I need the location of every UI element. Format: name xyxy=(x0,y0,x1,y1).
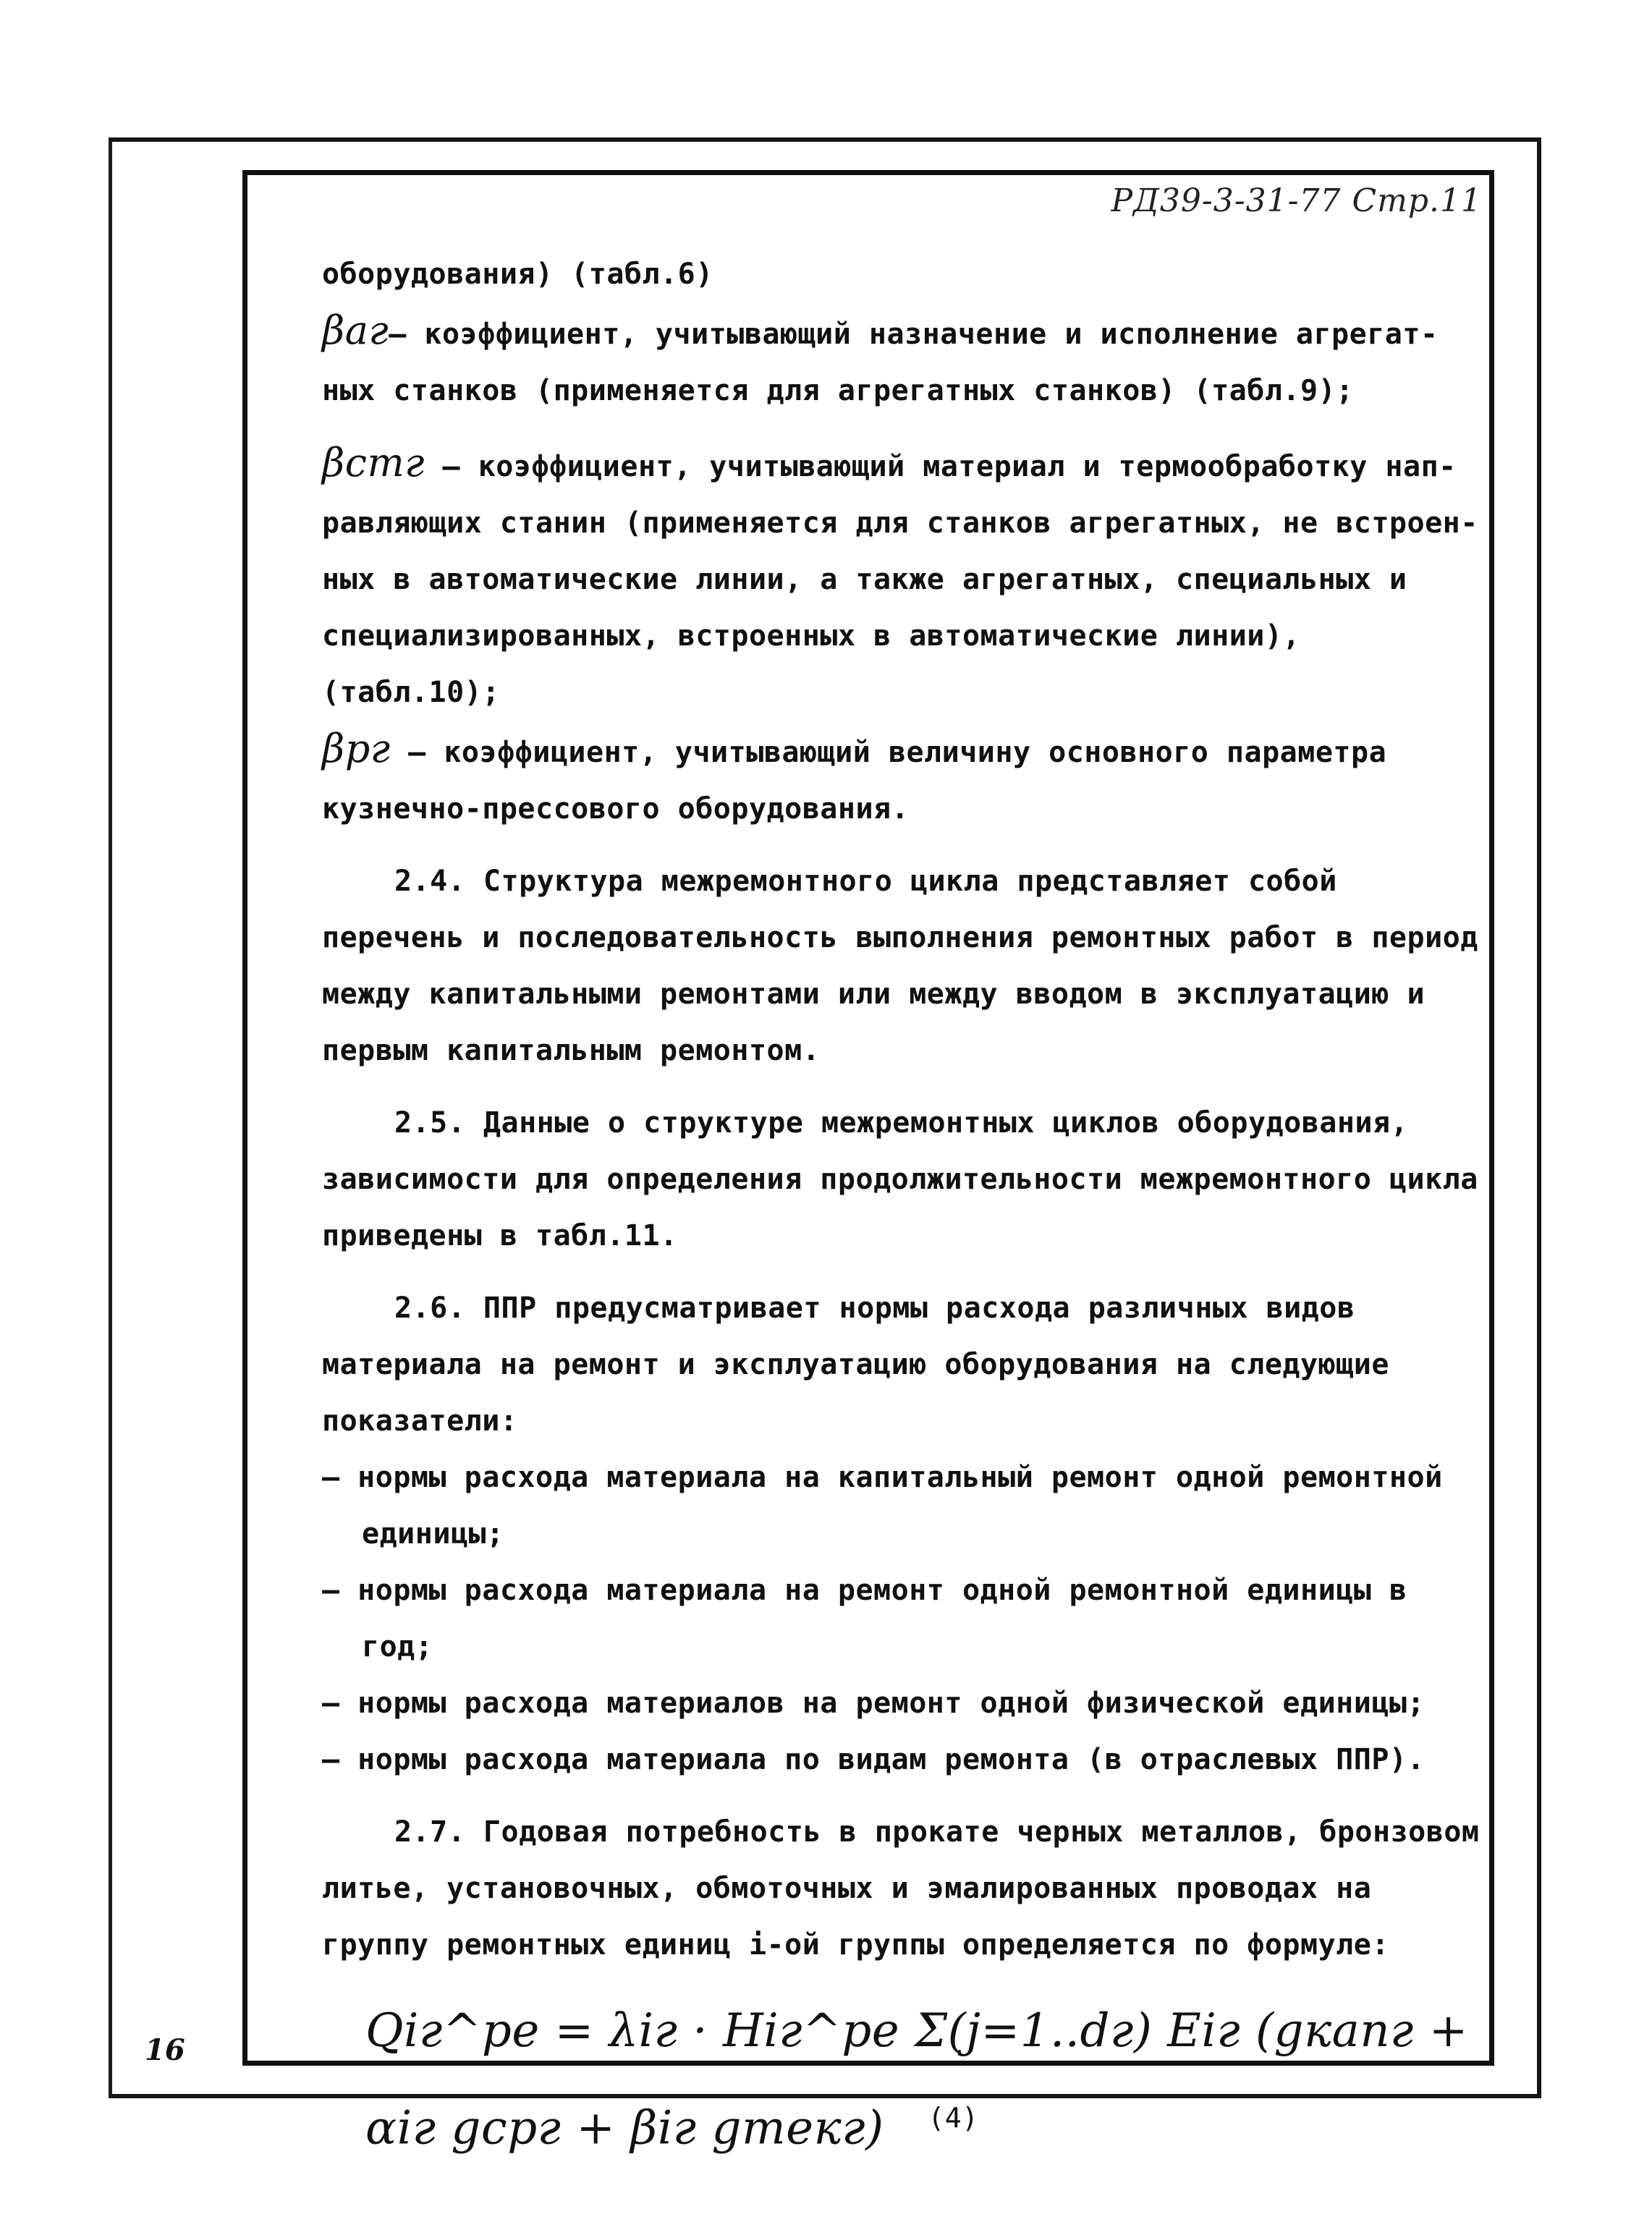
list-item: – нормы расхода материала на ремонт одной ремонтной единицы в год; xyxy=(322,1574,1407,1663)
paragraph-2-7: 2.7. Годовая потребность в прокате черных металлов, бронзовом литье, установочных, обмоточных и эмалированных проводах на группу ремонтных единиц i-ой группы определяется по формуле: xyxy=(322,1815,1480,1962)
definition-beta-stg xyxy=(322,435,1480,495)
symbol-beta-stg: βстг xyxy=(322,440,425,485)
definition-beta-ag xyxy=(322,302,1480,362)
symbol-beta-pg: βpг xyxy=(322,726,391,771)
paragraph-2-5: 2.5. Данные о структуре межремонтных циклов оборудования, зависимости для определения продолжительности межремонтного цикла приведены в табл.11. xyxy=(322,1106,1478,1252)
text-line: – коэффициент, учитывающий материал и термообработку нап- xyxy=(424,450,1457,483)
text-line: ных станков (применяется для агрегатных станков) (табл.9); xyxy=(322,374,1354,407)
paragraph-2-6: 2.6. ППР предусматривает нормы расхода различных видов материала на ремонт и эксплуатацию оборудования на следующие показатели: xyxy=(322,1292,1389,1438)
page-number: 16 xyxy=(145,2033,185,2067)
text-line: ных в автоматические линии, а также агрегатных, специальных и xyxy=(322,563,1407,596)
page-content xyxy=(322,246,1480,2171)
list-item: – нормы расхода материалов на ремонт одной физической единицы; xyxy=(322,1687,1426,1720)
formula xyxy=(322,1988,1480,2171)
text-line: кузнечно-прессового оборудования. xyxy=(322,792,910,826)
text-line: оборудования) (табл.6) xyxy=(322,258,713,291)
list-item: – нормы расхода материала по видам ремонта (в отраслевых ППР). xyxy=(322,1743,1426,1776)
paragraph-2-4: 2.4. Структура межремонтного цикла представляет собой перечень и последовательность выполнения ремонтных работ в период между капитальными ремонтами или между вводом в эксплуатацию и первым капитальным ремонтом. xyxy=(322,865,1478,1067)
document-code: РД39-3-31-77 Стр.11 xyxy=(1111,182,1482,219)
symbol-beta-ag: βaг xyxy=(322,308,389,353)
list-item: – нормы расхода материала на капитальный ремонт одной ремонтной единицы; xyxy=(322,1461,1443,1551)
definition-beta-pg xyxy=(322,721,1480,781)
text-line: специализированных, встроенных в автоматические линии), (табл.10); xyxy=(322,619,1301,709)
text-line: равляющих станин (применяется для станков агрегатных, не встроен- xyxy=(322,506,1478,540)
formula-expression: Qiг^pe = λiг · Hiг^pe Σ(j=1..dг) Eiг (gкапг + αiг gсрг + βiг gтекг) xyxy=(365,2004,1468,2155)
formula-number: (4) xyxy=(928,2102,979,2134)
text-line: – коэффициент, учитывающий назначение и исполнение агрегат- xyxy=(389,318,1439,351)
text-line: – коэффициент, учитывающий величину основного параметра xyxy=(390,736,1387,769)
